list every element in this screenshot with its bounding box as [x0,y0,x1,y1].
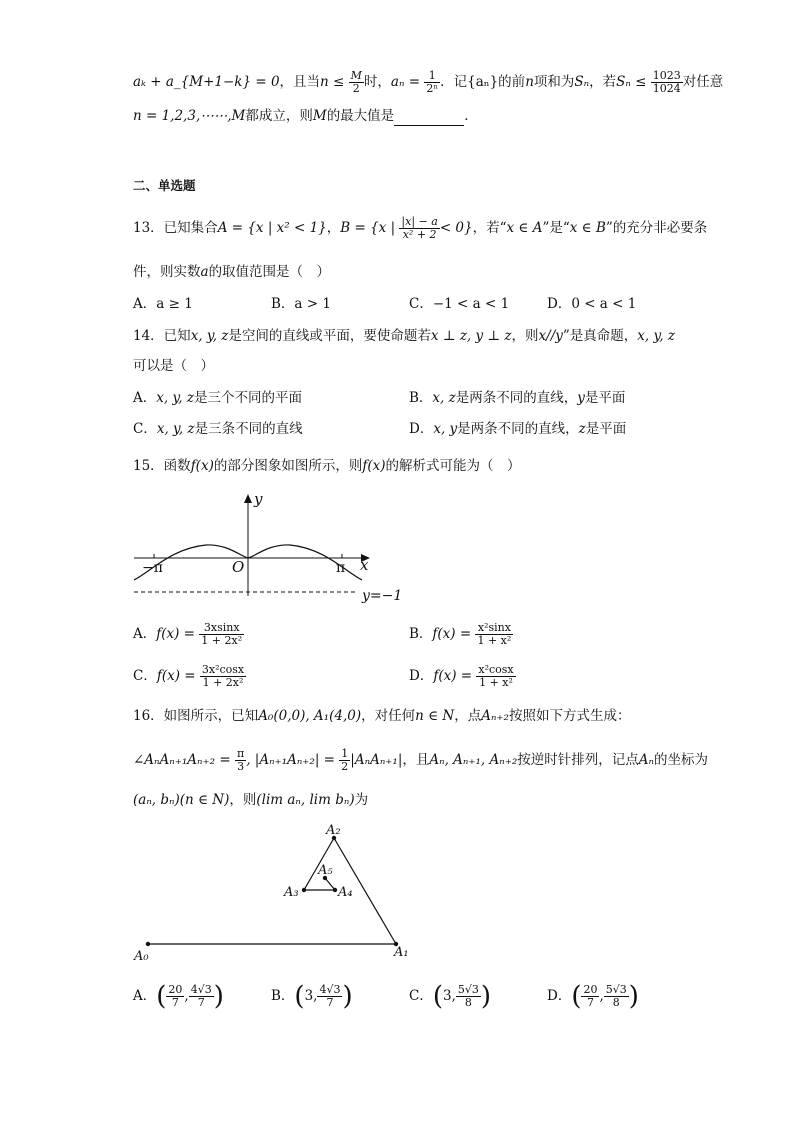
q16-line1: 16．如图所示，已知A₀(0,0), A₁(4,0)，对任何n ∈ N，点Aₙ₊₂按照如下方式生成： [133,708,631,724]
q15-option-a[interactable]: A．f(x) = $\frac{3xsinx}{\text{1 + 2x²}}$ [133,621,243,647]
q16-option-a[interactable]: A．( $\frac{20}{7}$ , $\frac{4√3}{7}$ ) [133,981,224,1012]
pi-label: π [336,560,346,576]
label-a4: A₄ [338,885,353,900]
q16-line3: (aₙ, bₙ)(n ∈ N)，则(lim aₙ, lim bₙ)为 [133,792,369,808]
label-a1: A₁ [394,945,409,960]
label-a0: A₀ [134,949,149,964]
q12-cond: aₖ + a_{M+1−k} = 0 [133,74,280,90]
setB-fraction: $\frac{|x| - a}{\text{x² + 2}}$ [401,215,438,241]
point-a0 [146,942,150,946]
q15-option-c[interactable]: C．f(x) = $\frac{\text{3x²cosx}}{\text{1 + 2x²}}$ [133,663,245,689]
q13-option-d[interactable]: D．0 < a < 1 [547,296,637,312]
frac-1-over-2n: $\frac{1}{\text{2ⁿ}}$ [426,69,439,95]
q16-option-b[interactable]: B．(3, $\frac{4√3}{7}$ ) [271,981,353,1012]
x-axis-label: x [360,556,369,574]
origin-label: O [232,558,245,576]
y-axis-arrow [244,494,252,503]
label-a5: A₅ [318,863,333,878]
q14-option-b[interactable]: B．x, z是两条不同的直线，y是平面 [409,390,626,406]
q16-option-c[interactable]: C．(3, $\frac{5√3}{8}$ ) [409,981,492,1012]
point-a4 [333,888,337,892]
q12-line1: aₖ + a_{M+1−k} = 0，且当n ≤ $\frac{M}{2}$ 时，aₙ = $\frac{1}{\text{2ⁿ}}$ ．记{aₙ}的前n项和为Sₙ，若Sₙ ≤ $\frac{1023}{1024}$ 对任意 [133,69,724,95]
section-title: 二、单选题 [133,178,196,193]
q15-line1: 15．函数f(x)的部分图象如图所示，则f(x)的解析式可能为（ ） [133,458,521,474]
frac-M-over-2: $\frac{M}{2}$ [350,69,362,95]
frac-1023-over-1024: $\frac{1023}{1024}$ [652,69,681,95]
neg-pi-label: −π [142,560,163,576]
q13-option-c[interactable]: C．−1 < a < 1 [409,296,510,312]
segment-a4-a5 [325,878,335,890]
label-a3: A₃ [284,885,299,900]
q14-line1: 14．已知x, y, z是空间的直线或平面，要使命题若x ⊥ z, y ⊥ z，则x//y”是真命题，x, y, z [133,328,676,344]
q16-line2: ∠AₙAₙ₊₁Aₙ₊₂ = $\frac{\pi}{3}$ , |Aₙ₊₁Aₙ₊₂| = $\frac{1}{2}$ |AₙAₙ₊₁|，且Aₙ, Aₙ₊₁, Aₙ₊₂按逆时针排列，记点Aₙ的坐标为 [133,747,709,773]
q15-function-graph [130,488,410,606]
q15-option-d[interactable]: D．f(x) = $\frac{\text{x²cosx}}{\text{1 + x²}}$ [409,663,514,689]
asymptote-label: y=−1 [362,588,403,604]
q15-option-b[interactable]: B．f(x) = $\frac{\text{x²sinx}}{\text{1 + x²}}$ [409,621,512,647]
point-a3 [302,888,306,892]
label-a2: A₂ [326,823,341,838]
y-axis-label: y [254,490,263,508]
q16-option-d[interactable]: D．( $\frac{20}{7}$ , $\frac{5√3}{8}$ ) [547,981,639,1012]
q14-option-a[interactable]: A．x, y, z是三个不同的平面 [133,390,302,406]
q14-line2: 可以是（ ） [133,358,214,374]
q16-triangle-figure [130,820,420,968]
q14-option-c[interactable]: C．x, y, z是三条不同的直线 [133,421,303,437]
q14-option-d[interactable]: D．x, y是两条不同的直线，z是平面 [409,421,627,437]
q12-line2: n = 1,2,3,⋯⋯,M都成立，则M的最大值是 ． [133,108,478,124]
q13-option-b[interactable]: B．a > 1 [271,296,331,312]
q13-option-a[interactable]: A．a ≥ 1 [133,296,193,312]
q13-line1: 13．已知集合A = {x | x² < 1}，B = {x | $\frac{|x| - a}{\text{x² + 2}}$ < 0}，若“x ∈ A”是“x ∈ B”的充分非必要条 [133,215,708,241]
q13-line2: 件，则实数a的取值范围是（ ） [133,264,331,280]
answer-blank[interactable] [394,111,464,126]
